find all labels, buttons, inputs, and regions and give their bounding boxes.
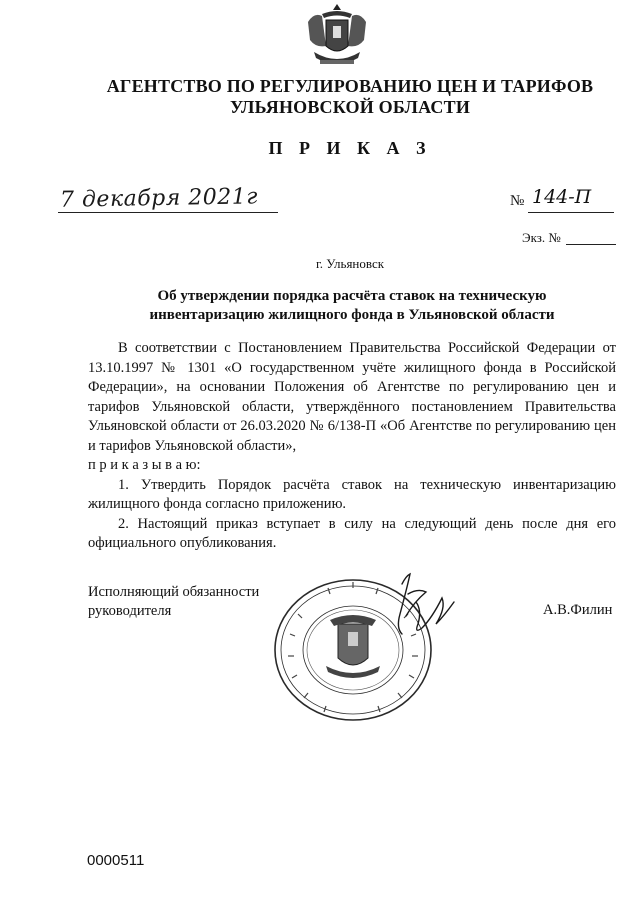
subject-line1: Об утверждении порядка расчёта ставок на техническую [157,288,547,304]
order-subject [96,287,608,325]
date-underline [58,212,278,213]
handwritten-signature [382,572,462,652]
signer-name: А.В.Филин [543,602,613,618]
order-body [88,339,616,554]
document-code: 0000511 [87,852,145,869]
order-word: п р и к а з ы в а ю: [88,457,201,473]
handwritten-order-number: 144-П [532,186,592,208]
agency-name-line1: АГЕНТСТВО ПО РЕГУЛИРОВАНИЮ ЦЕН И ТАРИФОВ [106,76,594,96]
order-number-underline [528,212,614,213]
order-number-label: № [510,193,525,209]
signer-position-line2: руководителя [88,603,172,619]
preamble-paragraph: В соответствии с Постановлением Правительства Российской Федерации от 13.10.1997 № 1301 «О государственном учёте жилищного фонда в Российской Федерации», на основании Положения об Агентстве по регулированию цен и тарифов Ульяновской области, утверждённого постановлением Правительства Ульяновской области от 26.03.2020 № 6/138-П «Об Агентстве по регулированию цен и тарифов Ульяновской области», [88,340,616,454]
city: г. Ульяновск [315,256,385,271]
order-item-2: 2. Настоящий приказ вступает в силу на следующий день после дня его официального опубликования. [88,515,616,551]
document-type-title: П Р И К А З [268,138,432,158]
copy-number-label: Экз. № [522,230,561,245]
signer-position [88,583,259,621]
order-item-1: 1. Утвердить Порядок расчёта ставок на техническую инвентаризацию жилищного фонда согласно приложению. [88,476,616,512]
agency-name-line2: УЛЬЯНОВСКОЙ ОБЛАСТИ [229,97,471,117]
copy-number-underline [566,244,616,245]
coat-of-arms-emblem [302,2,372,70]
handwritten-date: 7 декабря 2021г [59,184,259,213]
signer-position-line1: Исполняющий обязанности [88,584,260,600]
subject-line2: инвентаризацию жилищного фонда в Ульяновской области [149,307,555,323]
